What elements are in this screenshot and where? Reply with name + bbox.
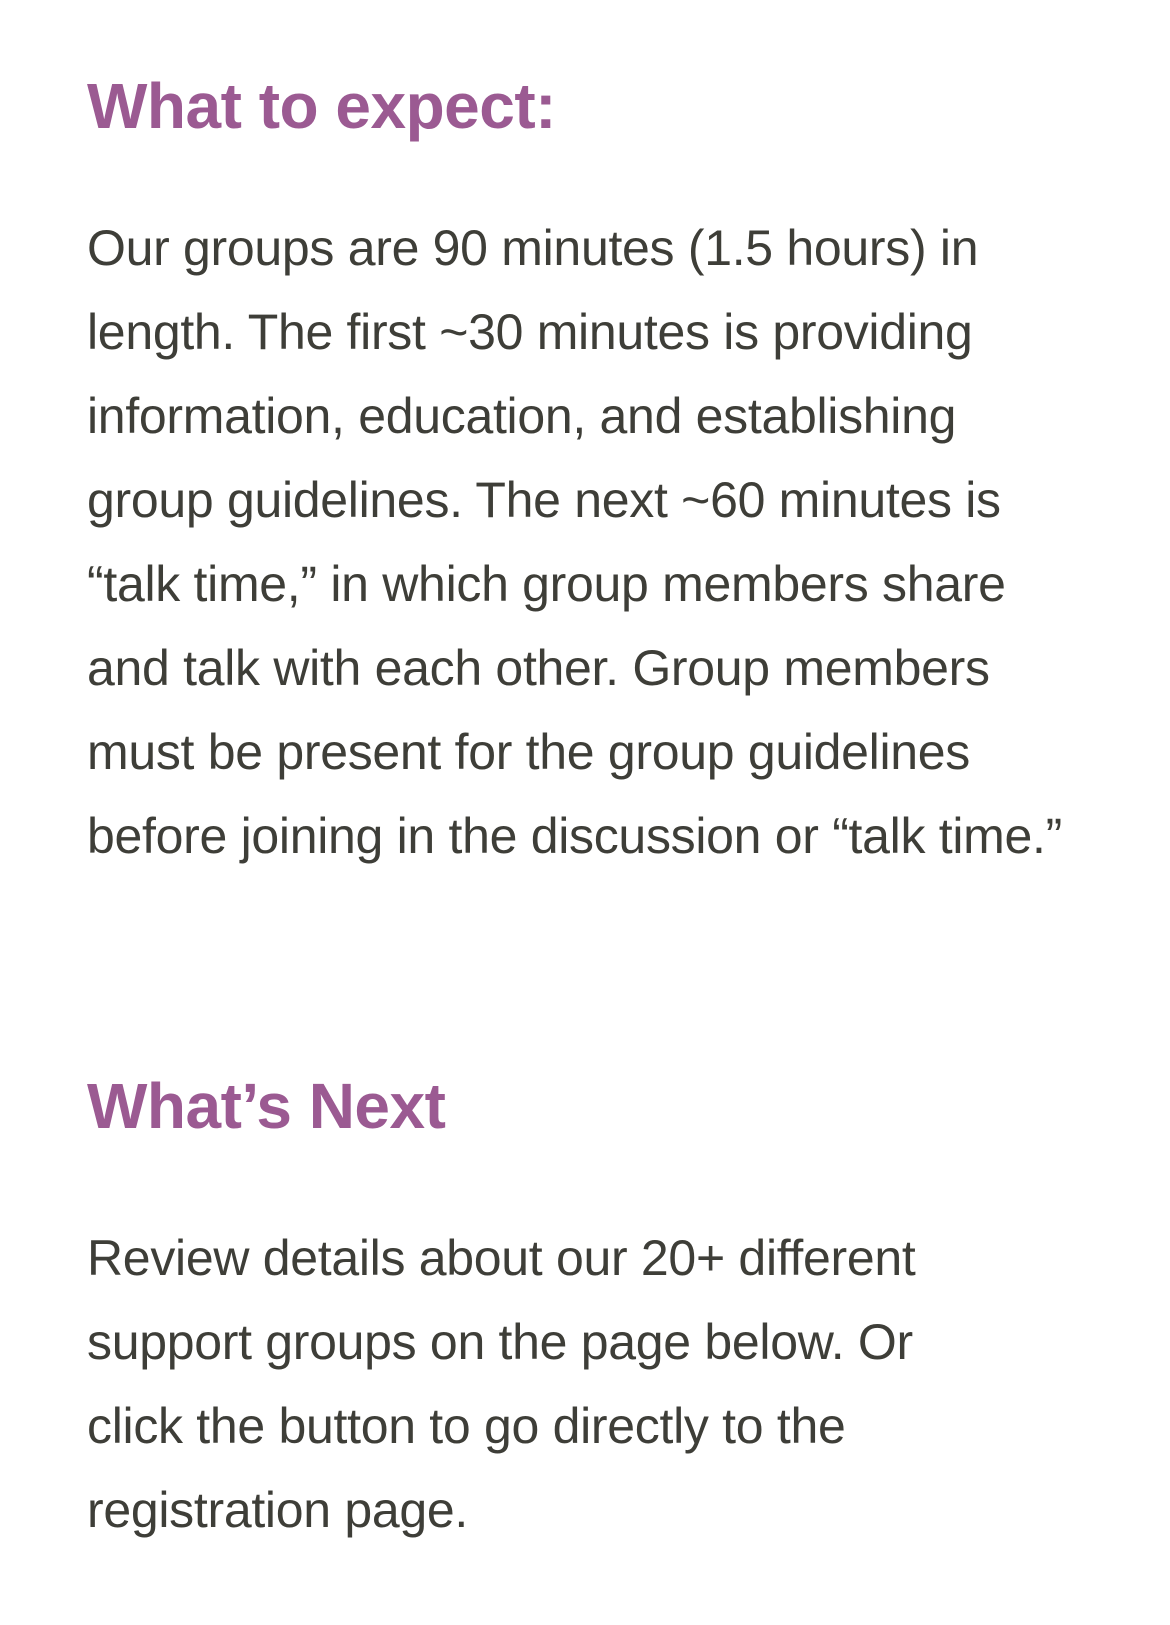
what-to-expect-paragraph: Our groups are 90 minutes (1.5 hours) in length. The first ~30 minutes is providing information, education, and establishing group guidelines. The next ~60 minutes is “talk time,” in which group members share and talk with each other. Group members must be present for the group guidelines before joining in the discussion or “talk time.” xyxy=(87,220,1062,864)
whats-next-paragraph: Review details about our 20+ different support groups on the page below. Or click the button to go directly to the registration page. xyxy=(87,1230,916,1538)
what-to-expect-heading: What to expect: xyxy=(87,70,556,142)
whats-next-heading: What’s Next xyxy=(87,1070,446,1142)
